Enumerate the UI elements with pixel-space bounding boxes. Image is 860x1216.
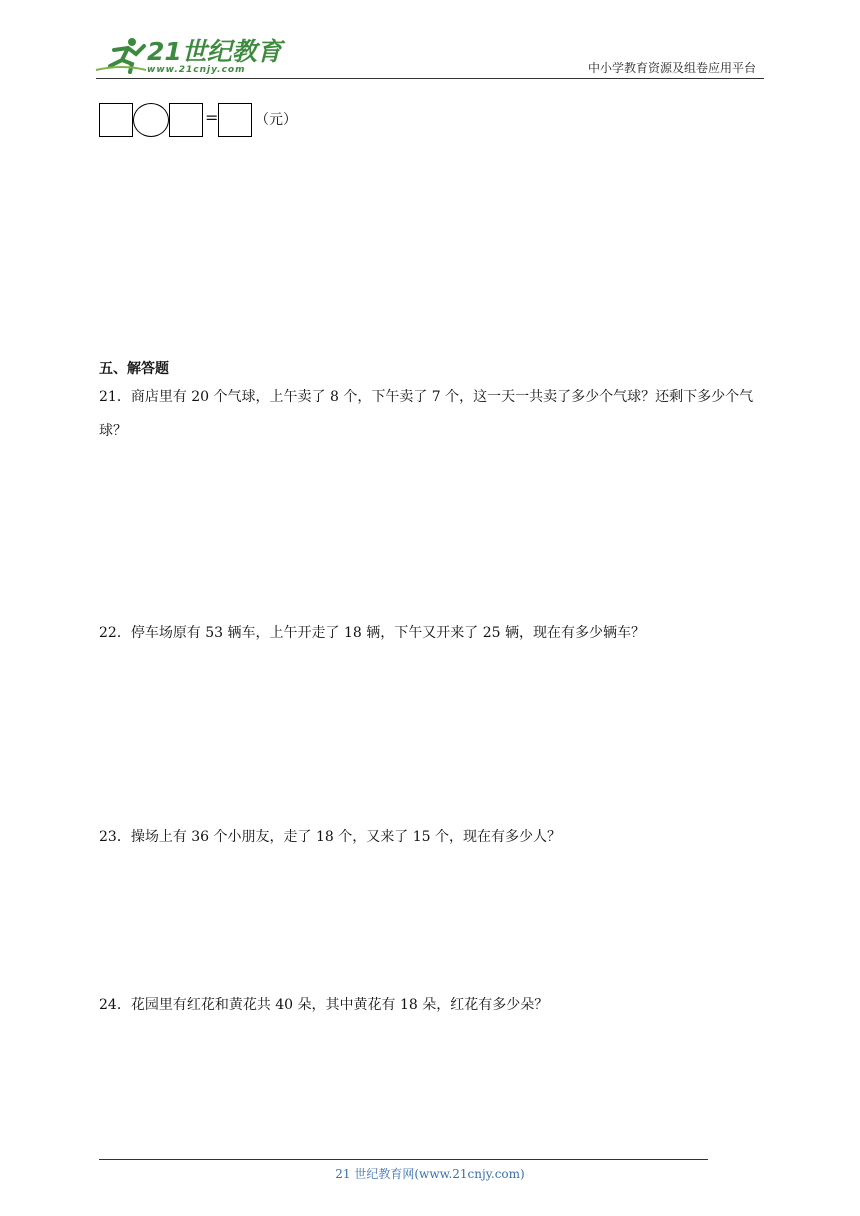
answer-box-1[interactable] bbox=[99, 103, 133, 137]
question-22: 22．停车场原有 53 辆车，上午开走了 18 辆，下午又开来了 25 辆，现在有多少辆车？ bbox=[99, 625, 645, 641]
question-24: 24．花园里有红花和黄花共 40 朵，其中黄花有 18 朵，红花有多少朵？ bbox=[99, 997, 549, 1013]
page-header bbox=[0, 0, 860, 80]
section-title: 五、解答题 bbox=[99, 361, 169, 377]
equals-sign: = bbox=[205, 108, 219, 127]
operator-circle[interactable] bbox=[133, 103, 169, 137]
platform-name: 中小学教育资源及组卷应用平台 bbox=[587, 61, 756, 75]
footer-divider bbox=[99, 1159, 708, 1160]
answer-box-2[interactable] bbox=[169, 103, 203, 137]
unit-label: （元） bbox=[255, 112, 297, 128]
header-divider bbox=[96, 78, 764, 79]
footer-text[interactable]: 21 世纪教育网(www.21cnjy.com) bbox=[335, 1167, 525, 1181]
question-21: 21．商店里有 20 个气球，上午卖了 8 个，下午卖了 7 个，这一天一共卖了多少个气球？还剩下多少个气球？ bbox=[99, 389, 754, 439]
answer-box-3[interactable] bbox=[218, 103, 252, 137]
logo-url: www.21cnjy.com bbox=[147, 65, 246, 75]
logo-text: 21世纪教育 bbox=[147, 37, 282, 66]
question-23: 23．操场上有 36 个小朋友，走了 18 个，又来了 15 个，现在有多少人？ bbox=[99, 829, 561, 845]
